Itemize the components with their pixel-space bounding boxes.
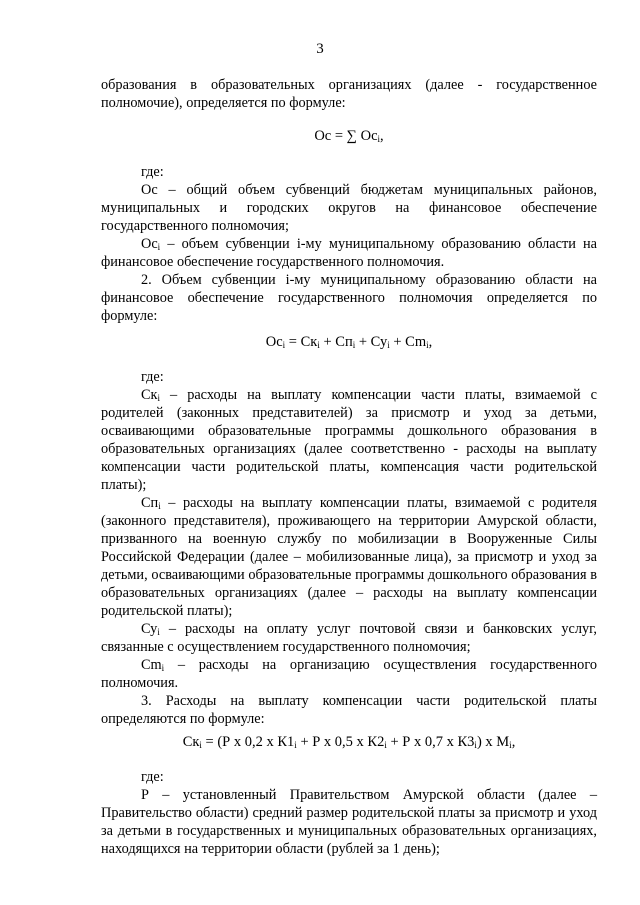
definitions-block-3 bbox=[101, 768, 597, 858]
formula2-sub-7: i bbox=[387, 340, 390, 350]
definition-cy-sub: i bbox=[157, 627, 160, 637]
definition-cm bbox=[101, 656, 597, 692]
definition-cp bbox=[101, 494, 597, 620]
definition-cm-sub: i bbox=[161, 663, 165, 673]
definition-cy-term: Су bbox=[141, 621, 158, 637]
intro-paragraph: образования в образовательных организациях (далее - государственное полномочие), определяется по формуле: bbox=[101, 77, 597, 111]
definition-cy bbox=[101, 620, 597, 656]
formula2-part-6: + Су bbox=[355, 334, 388, 350]
formula2-sub-1: i bbox=[282, 340, 286, 350]
definition-cy-text: – расходы на оплату услуг почтовой связи и банковских услуг, связанные с осуществлением государственного полномочия; bbox=[101, 621, 597, 655]
formula1-lhs: Ос = ∑ Ос bbox=[314, 128, 378, 144]
definition-p: Р – установленный Правительством Амурской области (далее – Правительство области) средний размер родительской платы за присмотр и уход за детьми в государственных и муниципальных образовательных организациях, находящихся на территории области (рублей за 1 день); bbox=[101, 787, 597, 857]
formula3-part-2: = (Р х 0,2 х К1 bbox=[201, 734, 295, 750]
formula2-sub-9: i bbox=[426, 340, 429, 350]
formula2-part-10: , bbox=[428, 334, 433, 350]
where-label-2: где: bbox=[141, 369, 164, 385]
formula3-part-6: + Р х 0,7 х К3 bbox=[386, 734, 475, 750]
definition-oci-text: – объем субвенции i-му муниципальному образованию области на финансовое обеспечение государственного полномочия. bbox=[101, 236, 597, 270]
definition-oci bbox=[101, 235, 597, 271]
formula3-part-4: + Р х 0,5 х К2 bbox=[296, 734, 385, 750]
definition-ck-term: Ск bbox=[141, 387, 158, 403]
where-label-1: где: bbox=[141, 164, 164, 180]
formula3-sub-3: i bbox=[294, 740, 297, 750]
formula3-part-8: ) х М bbox=[476, 734, 510, 750]
formula2-sub-5: i bbox=[352, 340, 356, 350]
definition-cp-text: – расходы на выплату компенсации платы, взимаемой с родителя (законного представителя), проживающего на территории Амурской области, призванного на военную службу по мобилизации в Вооруженные Силы Российской Федерации (далее – мобилизованные лица), за присмотр и уход за детьми, осваивающими образовательные программы дошкольного образования в образовательных организациях (далее – расходы на выплату компенсации родительской платы); bbox=[101, 495, 597, 619]
formula3-sub-1: i bbox=[199, 740, 202, 750]
formula3-sub-5: i bbox=[384, 740, 387, 750]
where-label-3: где: bbox=[141, 769, 164, 785]
paragraph-2: 2. Объем субвенции i-му муниципальному образованию области на финансовое обеспечение государственного полномочия определяется по формуле: bbox=[101, 272, 597, 324]
formula2-part-4: + Сп bbox=[319, 334, 353, 350]
page-number: 3 bbox=[316, 41, 324, 57]
formula2-part-2: = Ск bbox=[285, 334, 318, 350]
formula2-sub-3: i bbox=[317, 340, 320, 350]
formula1-sub: i bbox=[377, 134, 381, 144]
paragraph-3: 3. Расходы на выплату компенсации части родительской платы определяются по формуле: bbox=[101, 693, 597, 727]
definitions-block-2 bbox=[101, 368, 597, 728]
definition-cp-sub: i bbox=[158, 501, 161, 511]
definition-oci-term: Ос bbox=[141, 236, 158, 252]
formula3-sub-9: i bbox=[509, 740, 512, 750]
intro-block bbox=[101, 76, 597, 112]
definition-ck-text: – расходы на выплату компенсации части платы, взимаемой с родителей (законных представителей) за присмотр и уход за детьми, осваивающими образовательные программы дошкольного образования в образовательных организациях (далее соответственно - расходы на выплату компенсации части родительской платы, компенсация части родительской платы); bbox=[101, 387, 597, 493]
formula2-part-8: + Cm bbox=[389, 334, 427, 350]
formula-compensation bbox=[101, 733, 597, 751]
definition-cm-text: – расходы на организацию осуществления государственного полномочия. bbox=[101, 657, 597, 691]
formula1-tail: , bbox=[380, 128, 384, 144]
formula2-part-0: Ос bbox=[265, 334, 283, 350]
definition-oc: Ос – общий объем субвенций бюджетам муниципальных районов, муниципальных и городских округов на финансовое обеспечение государственного полномочия; bbox=[101, 182, 597, 234]
definition-cm-term: Cm bbox=[141, 657, 162, 673]
definition-ck bbox=[101, 386, 597, 494]
formula3-part-0: Ск bbox=[182, 734, 200, 750]
formula-total-subvention bbox=[101, 127, 597, 145]
formula3-part-10: , bbox=[511, 734, 516, 750]
definition-ck-sub: i bbox=[157, 393, 160, 403]
definition-oci-sub: i bbox=[157, 242, 161, 252]
formula-subvention-i bbox=[101, 333, 597, 351]
formula3-sub-7: i bbox=[474, 740, 477, 750]
definitions-block-1 bbox=[101, 163, 597, 325]
definition-cp-term: Сп bbox=[141, 495, 159, 511]
